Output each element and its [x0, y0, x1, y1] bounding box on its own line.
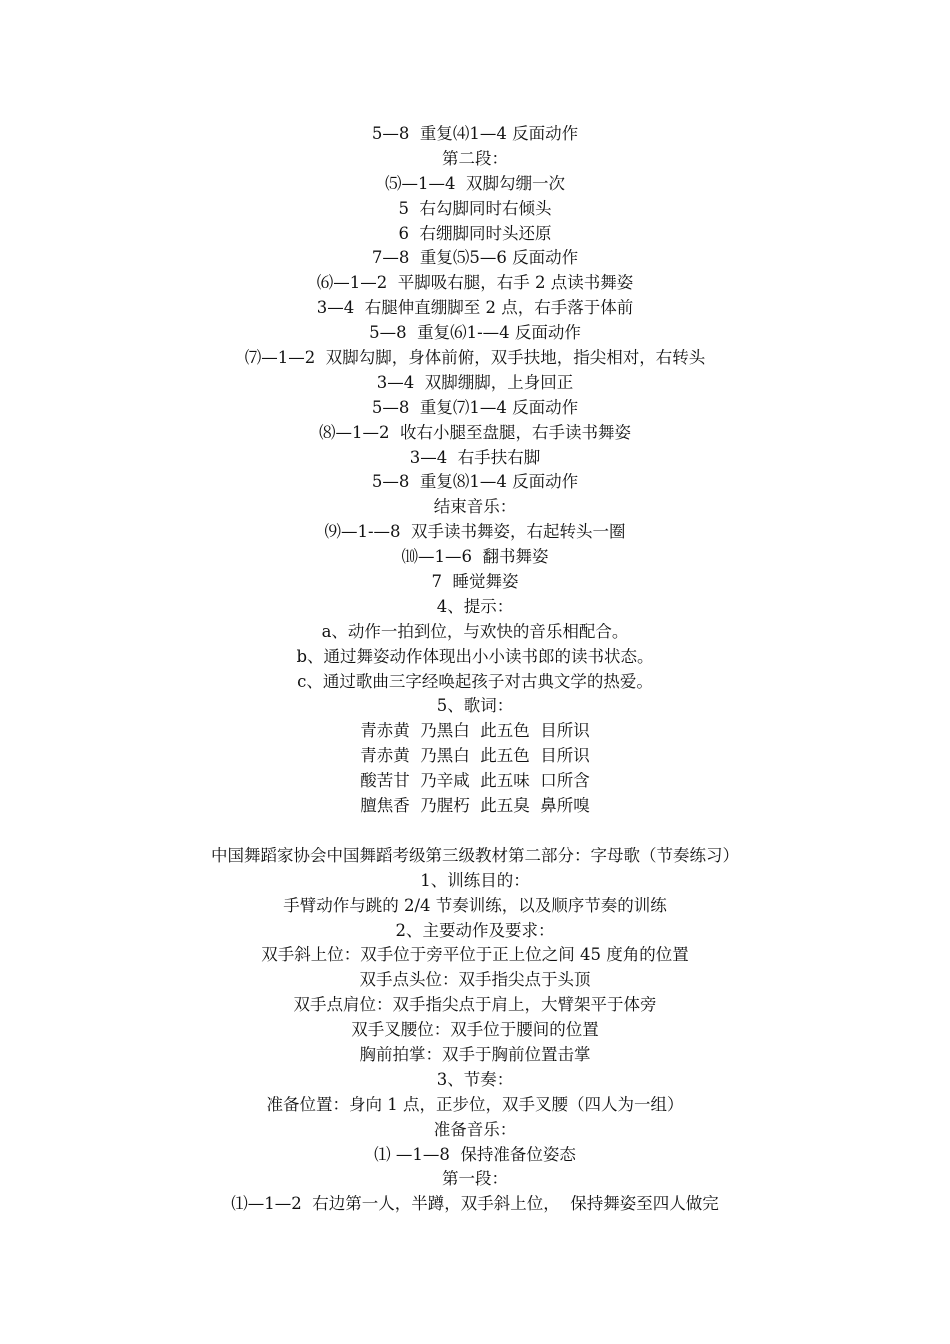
lyric-line: 青赤黄 乃黑白 此五色 目所识: [360, 746, 590, 766]
text-line: 3—4 右腿伸直绷脚至 2 点，右手落于体前: [316, 298, 634, 318]
section-heading: 3、节奏：: [436, 1069, 514, 1089]
text-line: ⑹—1—2 平脚吸右腿，右手 2 点读书舞姿: [316, 273, 634, 293]
text-line: 6 右绷脚同时头还原: [398, 223, 552, 243]
section-heading: 1、训练目的：: [420, 870, 530, 890]
blank-line: [0, 819, 950, 844]
text-line: ⑸—1—4 双脚勾绷一次: [385, 173, 565, 193]
text-line: ⑴—1—2 右边第一人，半蹲，双手斜上位， 保持舞姿至四人做完: [231, 1194, 719, 1214]
text-line: 3—4 双脚绷脚，上身回正: [376, 372, 574, 392]
text-line: 双手点肩位：双手指尖点于肩上，大臂架平于体旁: [293, 995, 657, 1015]
section-alphabet-song: [0, 844, 950, 1217]
section-heading: 第二段：: [442, 148, 508, 168]
text-line: 准备位置：身向 1 点，正步位，双手叉腰（四人为一组）: [266, 1094, 684, 1114]
text-line: 双手叉腰位：双手位于腰间的位置: [351, 1020, 599, 1040]
text-line: 5 右勾脚同时右倾头: [398, 198, 552, 218]
text-line: ⑺—1—2 双脚勾脚，身体前俯，双手扶地，指尖相对，右转头: [244, 348, 706, 368]
section-heading: 5、歌词：: [436, 696, 514, 716]
text-line: 5—8 重复⑷1—4 反面动作: [371, 124, 579, 143]
text-line: ⑼—1-—8 双手读书舞姿，右起转头一圈: [324, 522, 626, 542]
text-line: 5—8 重复⑻1—4 反面动作: [371, 472, 579, 492]
text-line: 7—8 重复⑸5—6 反面动作: [371, 248, 579, 268]
text-line: ⑽—1—6 翻书舞姿: [401, 547, 549, 567]
lyric-line: 青赤黄 乃黑白 此五色 目所识: [360, 721, 590, 741]
document-title: 中国舞蹈家协会中国舞蹈考级第三级教材第二部分：字母歌（节奏练习）: [211, 845, 739, 865]
text-line: 双手点头位：双手指尖点于头顶: [359, 970, 591, 990]
section-heading: 第一段：: [442, 1169, 508, 1189]
text-line: 胸前拍掌：双手于胸前位置击掌: [359, 1044, 591, 1064]
text-line: 手臂动作与跳的 2/4 节奏训练，以及顺序节奏的训练: [283, 895, 667, 915]
text-line: 5—8 重复⑹1-—4 反面动作: [369, 323, 581, 343]
section-heading: 2、主要动作及要求：: [395, 920, 555, 940]
lyric-line: 酸苦甘 乃辛咸 此五味 口所含: [360, 771, 590, 791]
tip-line: c、通过歌曲三字经唤起孩子对古典文学的热爱。: [297, 671, 653, 691]
section-dance-steps: [0, 122, 950, 819]
tip-line: a、动作一拍到位，与欢快的音乐相配合。: [321, 621, 629, 641]
text-line: ⑴ —1—8 保持准备位姿态: [374, 1144, 576, 1164]
document-page: [0, 122, 950, 1217]
text-line: 双手斜上位：双手位于旁平位于正上位之间 45 度角的位置: [261, 945, 689, 965]
text-line: 5—8 重复⑺1—4 反面动作: [371, 397, 579, 417]
section-heading: 结束音乐：: [433, 497, 517, 517]
tip-line: b、通过舞姿动作体现出小小读书郎的读书状态。: [296, 646, 654, 666]
section-heading: 4、提示：: [436, 596, 514, 616]
text-line: 7 睡觉舞姿: [431, 572, 519, 592]
text-line: 3—4 右手扶右脚: [409, 447, 541, 467]
lyric-line: 膻焦香 乃腥朽 此五臭 鼻所嗅: [360, 796, 590, 816]
text-line: ⑻—1—2 收右小腿至盘腿，右手读书舞姿: [319, 422, 631, 442]
section-heading: 准备音乐：: [433, 1119, 517, 1139]
